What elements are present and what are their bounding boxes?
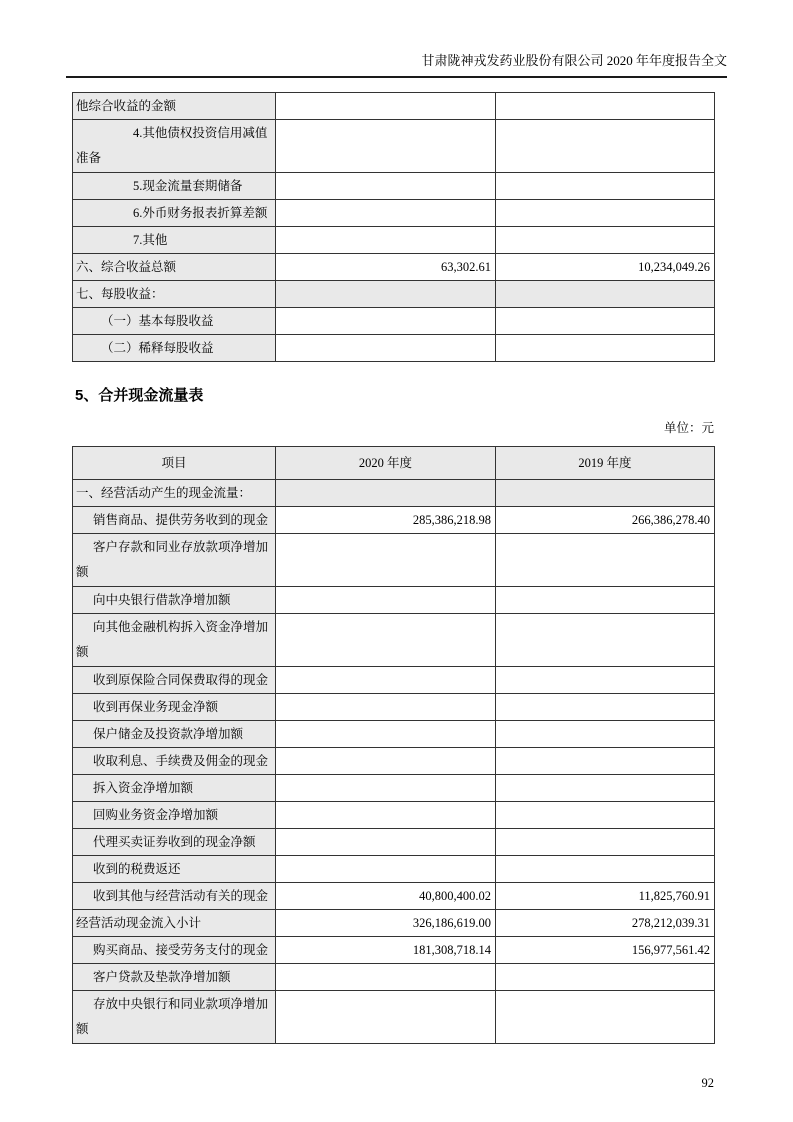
value-2019: 11,825,760.91 xyxy=(496,883,715,910)
table-row xyxy=(73,480,715,507)
value-2019 xyxy=(496,227,715,254)
document-header xyxy=(66,0,727,78)
unit-label: 单位：元 xyxy=(663,421,714,435)
column-header-2020: 2020 年度 xyxy=(276,447,496,480)
table-row xyxy=(73,93,715,120)
value-2020 xyxy=(276,587,496,614)
row-label: 5.现金流量套期储备 xyxy=(73,173,276,200)
row-label: 客户存款和同业存放款项净增加额 xyxy=(73,534,276,587)
value-2020 xyxy=(276,829,496,856)
value-2020 xyxy=(276,614,496,667)
table-row xyxy=(73,856,715,883)
value-2019 xyxy=(496,308,715,335)
row-label: 一、经营活动产生的现金流量： xyxy=(73,480,276,507)
row-label: 经营活动现金流入小计 xyxy=(73,910,276,937)
row-label: 收到原保险合同保费取得的现金 xyxy=(73,667,276,694)
table-row xyxy=(73,308,715,335)
table-row xyxy=(73,200,715,227)
value-2019 xyxy=(496,964,715,991)
value-2019 xyxy=(496,335,715,362)
row-label: 销售商品、提供劳务收到的现金 xyxy=(73,507,276,534)
table-row xyxy=(73,802,715,829)
value-2019 xyxy=(496,829,715,856)
value-2019 xyxy=(496,173,715,200)
value-2020: 181,308,718.14 xyxy=(276,937,496,964)
row-label: 购买商品、接受劳务支付的现金 xyxy=(73,937,276,964)
table-row xyxy=(73,335,715,362)
table-row xyxy=(73,964,715,991)
value-2020 xyxy=(276,802,496,829)
value-2020: 326,186,619.00 xyxy=(276,910,496,937)
row-label: 4.其他债权投资信用减值准备 xyxy=(73,120,276,173)
value-2020 xyxy=(276,227,496,254)
table-row xyxy=(73,507,715,534)
value-2019 xyxy=(496,775,715,802)
value-2019 xyxy=(496,991,715,1044)
value-2020 xyxy=(276,120,496,173)
table-row xyxy=(73,883,715,910)
table-row xyxy=(73,534,715,587)
value-2020 xyxy=(276,775,496,802)
report-title: 甘肃陇神戎发药业股份有限公司 2020 年年度报告全文 xyxy=(421,53,727,68)
value-2019 xyxy=(496,694,715,721)
value-2019: 10,234,049.26 xyxy=(496,254,715,281)
row-label: （一）基本每股收益 xyxy=(73,308,276,335)
row-label: 代理买卖证券收到的现金净额 xyxy=(73,829,276,856)
value-2020 xyxy=(276,480,496,507)
row-label: 保户储金及投资款净增加额 xyxy=(73,721,276,748)
section-title: 5、合并现金流量表 xyxy=(75,387,204,404)
value-2020 xyxy=(276,694,496,721)
value-2019 xyxy=(496,587,715,614)
row-label: 向中央银行借款净增加额 xyxy=(73,587,276,614)
value-2020 xyxy=(276,308,496,335)
row-label: 他综合收益的金额 xyxy=(73,93,276,120)
table-row xyxy=(73,829,715,856)
table-header-row xyxy=(73,447,715,480)
value-2020 xyxy=(276,200,496,227)
table-row xyxy=(73,120,715,173)
row-label: 客户贷款及垫款净增加额 xyxy=(73,964,276,991)
row-label: 收到其他与经营活动有关的现金 xyxy=(73,883,276,910)
value-2020 xyxy=(276,721,496,748)
value-2019 xyxy=(496,721,715,748)
table-row xyxy=(73,748,715,775)
table-row xyxy=(73,667,715,694)
column-header-2019: 2019 年度 xyxy=(496,447,715,480)
value-2019 xyxy=(496,534,715,587)
value-2020 xyxy=(276,534,496,587)
value-2019: 156,977,561.42 xyxy=(496,937,715,964)
table-row xyxy=(73,910,715,937)
table-row xyxy=(73,775,715,802)
table-row xyxy=(73,173,715,200)
table-row xyxy=(73,587,715,614)
value-2019 xyxy=(496,614,715,667)
value-2019 xyxy=(496,281,715,308)
value-2019 xyxy=(496,93,715,120)
value-2020 xyxy=(276,667,496,694)
table-row xyxy=(73,694,715,721)
value-2020 xyxy=(276,748,496,775)
row-label: 向其他金融机构拆入资金净增加额 xyxy=(73,614,276,667)
row-label: 存放中央银行和同业款项净增加额 xyxy=(73,991,276,1044)
table-row xyxy=(73,991,715,1044)
table-row xyxy=(73,937,715,964)
row-label: 七、每股收益： xyxy=(73,281,276,308)
value-2019: 278,212,039.31 xyxy=(496,910,715,937)
row-label: （二）稀释每股收益 xyxy=(73,335,276,362)
value-2019 xyxy=(496,200,715,227)
row-label: 7.其他 xyxy=(73,227,276,254)
row-label: 收到再保业务现金净额 xyxy=(73,694,276,721)
value-2019 xyxy=(496,667,715,694)
value-2020: 285,386,218.98 xyxy=(276,507,496,534)
row-label: 回购业务资金净增加额 xyxy=(73,802,276,829)
value-2020: 63,302.61 xyxy=(276,254,496,281)
table-row xyxy=(73,614,715,667)
row-label: 六、综合收益总额 xyxy=(73,254,276,281)
value-2020 xyxy=(276,856,496,883)
page-number: 92 xyxy=(701,1076,714,1090)
value-2019 xyxy=(496,802,715,829)
page-content xyxy=(72,92,714,1091)
value-2020: 40,800,400.02 xyxy=(276,883,496,910)
value-2020 xyxy=(276,335,496,362)
column-header-item: 项目 xyxy=(73,447,276,480)
value-2019 xyxy=(496,748,715,775)
value-2019 xyxy=(496,120,715,173)
value-2019 xyxy=(496,856,715,883)
row-label: 收到的税费返还 xyxy=(73,856,276,883)
value-2019: 266,386,278.40 xyxy=(496,507,715,534)
value-2020 xyxy=(276,991,496,1044)
value-2020 xyxy=(276,281,496,308)
table-row xyxy=(73,227,715,254)
value-2020 xyxy=(276,93,496,120)
table-row xyxy=(73,254,715,281)
table-row xyxy=(73,721,715,748)
row-label: 6.外币财务报表折算差额 xyxy=(73,200,276,227)
row-label: 收取利息、手续费及佣金的现金 xyxy=(73,748,276,775)
value-2020 xyxy=(276,173,496,200)
cashflow-table xyxy=(72,446,715,1044)
comprehensive-income-table xyxy=(72,92,715,362)
table-row xyxy=(73,281,715,308)
value-2020 xyxy=(276,964,496,991)
value-2019 xyxy=(496,480,715,507)
row-label: 拆入资金净增加额 xyxy=(73,775,276,802)
